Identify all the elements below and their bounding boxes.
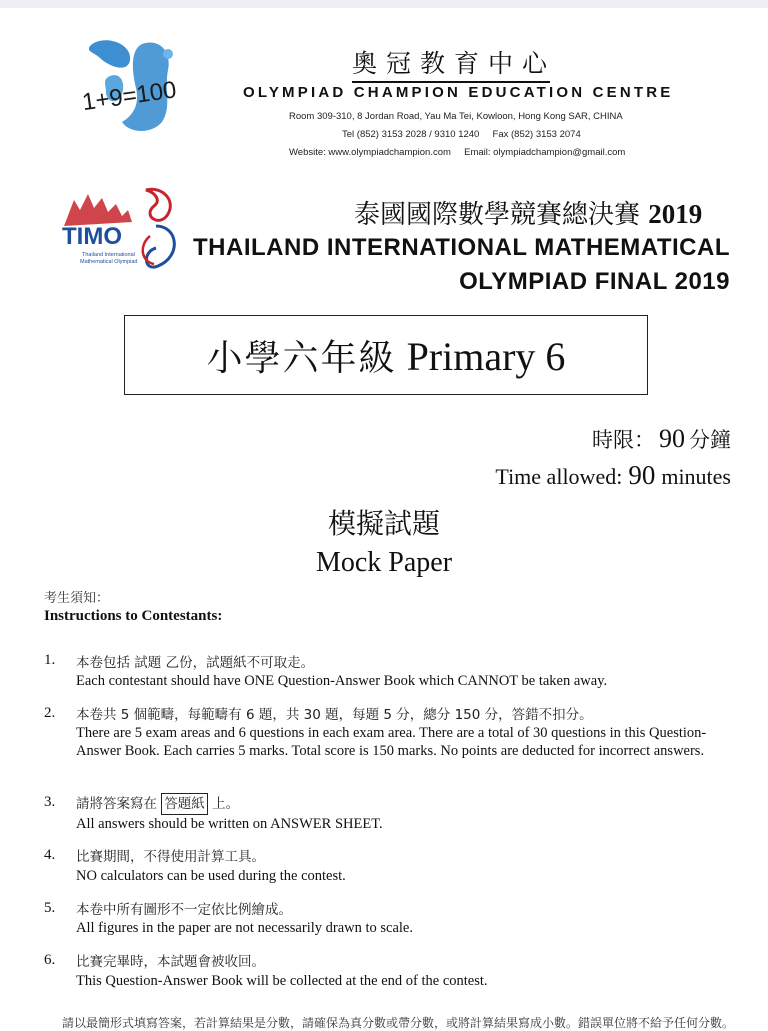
instruction-number: 4. xyxy=(44,847,56,863)
instruction-number: 1. xyxy=(44,652,56,668)
org-address: Room 309-310, 8 Jordan Road, Yau Ma Tei, Kowloon, Hong Kong SAR, CHINA xyxy=(289,111,623,122)
time-label-en: Time allowed: xyxy=(495,464,623,489)
paper-type-cn: 模擬試題 xyxy=(327,507,440,540)
timo-title-cn-text: 泰國國際數學競賽總決賽 xyxy=(354,200,641,230)
instruction-cn: 比賽完畢時，本試題會被收回。 xyxy=(76,954,265,970)
time-minutes-en: 90 xyxy=(628,460,656,490)
instruction-number: 3. xyxy=(44,794,56,810)
instruction-en: There are 5 exam areas and 6 questions in each exam area. There are a total of 30 questions in this Question-Answer Book. Each carries 5 marks. Total score is 150 marks. No points are deducted for incorrect answers. xyxy=(76,725,707,759)
timo-title-cn xyxy=(354,194,702,231)
instruction-en: NO calculators can be used during the contest. xyxy=(76,868,346,884)
org-name-cn: 奧冠教育中心 xyxy=(352,44,556,80)
grade-en: Primary 6 xyxy=(406,334,566,379)
timo-year: 2019 xyxy=(648,199,703,229)
timo-title-en-2: OLYMPIAD FINAL 2019 xyxy=(459,268,730,295)
time-limit-en xyxy=(495,460,731,491)
time-unit-cn: 分鐘 xyxy=(689,428,731,452)
top-bar xyxy=(0,0,768,8)
instruction-cn: 本卷共 5 個範疇，每範疇有 6 題，共 30 題，每題 5 分，總分 150 分，答錯不扣分。 xyxy=(76,707,593,723)
paper-type-en: Mock Paper xyxy=(315,547,453,578)
instruction-cn xyxy=(76,792,239,812)
timo-logo-sub1: Thailand International xyxy=(82,252,135,258)
timo-logo-sub2: Mathematical Olympiad xyxy=(80,259,138,265)
instruction-cn: 比賽期間，不得使用計算工具。 xyxy=(76,849,265,865)
instruction-cn-post: 上。 xyxy=(212,796,240,812)
grade-cn: 小學六年級 xyxy=(206,338,397,379)
instruction-en: All figures in the paper are not necessarily drawn to scale. xyxy=(76,920,413,936)
timo-logo xyxy=(58,186,198,278)
footer-note-cn: 請以最簡形式填寫答案，若計算結果是分數，請確保為真分數或帶分數，或將計算結果寫成小數。錯誤單位將不給予任何分數。 xyxy=(62,1016,735,1030)
ocec-logo-graphic xyxy=(72,36,222,136)
timo-logo-text: TIMO xyxy=(62,223,122,250)
ocec-logo xyxy=(72,36,222,136)
org-tel-fax: Tel (852) 3153 2028 / 9310 1240 Fax (852) 3153 2074 xyxy=(342,129,581,140)
instructions-heading-en: Instructions to Contestants: xyxy=(44,608,223,624)
instruction-en: All answers should be written on ANSWER SHEET. xyxy=(76,816,383,832)
timo-logo-graphic xyxy=(58,186,198,278)
grade-title xyxy=(124,330,648,381)
instruction-number: 2. xyxy=(44,705,56,721)
instructions-heading-cn: 考生須知： xyxy=(44,591,110,606)
instruction-number: 6. xyxy=(44,952,56,968)
time-limit-cn xyxy=(592,424,731,454)
time-label-cn: 時限： xyxy=(592,428,655,452)
answer-sheet-box: 答題紙 xyxy=(161,793,208,815)
time-minutes-cn: 90 xyxy=(659,424,685,453)
time-unit-en: minutes xyxy=(661,464,731,489)
instruction-cn: 本卷中所有圖形不一定依比例繪成。 xyxy=(76,902,292,918)
instruction-en: This Question-Answer Book will be collected at the end of the contest. xyxy=(76,973,488,989)
org-name-en: OLYMPIAD CHAMPION EDUCATION CENTRE xyxy=(243,84,674,101)
org-web-email: Website: www.olympiadchampion.com Email: olympiadchampion@gmail.com xyxy=(289,147,626,158)
instruction-en: Each contestant should have ONE Question-Answer Book which CANNOT be taken away. xyxy=(76,673,608,689)
instruction-cn-pre: 請將答案寫在 xyxy=(76,796,157,812)
timo-title-en-1: THAILAND INTERNATIONAL MATHEMATICAL xyxy=(193,234,730,261)
ocec-logo-text: 1+9=100 xyxy=(80,76,179,117)
instruction-cn: 本卷包括 試題 乙份，試題紙不可取走。 xyxy=(76,655,315,671)
instruction-number: 5. xyxy=(44,900,56,916)
